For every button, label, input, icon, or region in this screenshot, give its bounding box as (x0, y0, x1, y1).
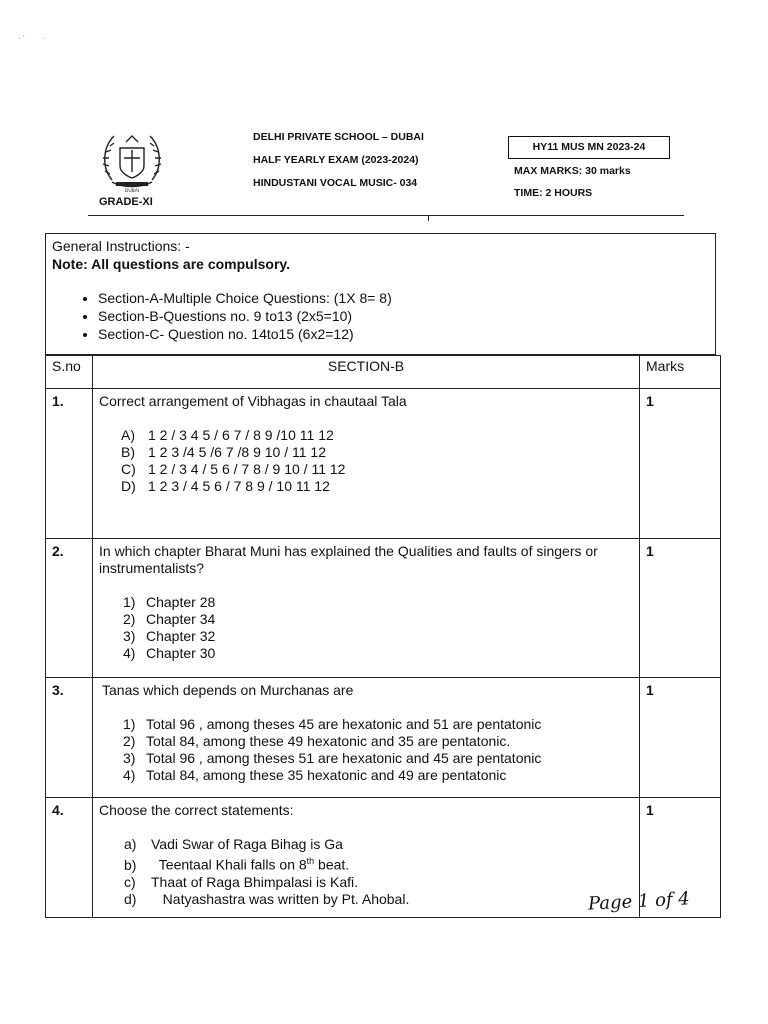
question-text: Choose the correct statements: (99, 802, 294, 818)
exam-header (0, 0, 768, 230)
instructions-title: General Instructions: - (52, 238, 190, 254)
option-list (99, 427, 633, 495)
question-text: In which chapter Bharat Muni has explained the Qualities and faults of singers or instrumentalists? (99, 543, 598, 576)
question-body (93, 539, 640, 678)
question-marks: 1 (640, 798, 721, 918)
question-body (93, 389, 640, 539)
paper-code: HY11 MUS MN 2023-24 (508, 136, 670, 159)
instruction-item: • Section-A-Multiple Choice Questions: (1X 8= 8) (98, 289, 709, 307)
instruction-item: • Section-C- Question no. 14to15 (6x2=12) (98, 325, 709, 343)
option-list (99, 716, 633, 784)
option-item: d) Natyashastra was written by Pt. Ahobal. (124, 890, 410, 907)
scan-specks: · ’ · (18, 34, 46, 43)
logo-caption: DUBAI (124, 189, 140, 194)
option-item: 3) Chapter 32 (123, 628, 216, 644)
school-name: DELHI PRIVATE SCHOOL – DUBAI (253, 131, 424, 143)
question-row (46, 539, 721, 678)
school-crest-icon (98, 128, 166, 194)
school-title-block (253, 129, 424, 198)
divider-tick (428, 215, 429, 221)
option-item: 4) Chapter 30 (123, 645, 216, 661)
instruction-item: • Section-B-Questions no. 9 to13 (2x5=10) (98, 307, 709, 325)
col-section-header: SECTION-B (93, 356, 640, 389)
question-row (46, 678, 721, 798)
question-text: Correct arrangement of Vibhagas in chautaal Tala (99, 393, 407, 409)
col-marks-header: Marks (640, 356, 721, 389)
question-text: Tanas which depends on Murchanas are (102, 682, 354, 698)
option-item: a) Vadi Swar of Raga Bihag is Ga (124, 836, 343, 852)
instructions-note: Note: All questions are compulsory. (52, 256, 291, 272)
option-item: C) 1 2 / 3 4 / 5 6 / 7 8 / 9 10 / 11 12 (121, 461, 346, 477)
question-number: 3. (46, 678, 93, 798)
general-instructions (45, 233, 716, 355)
header-divider (88, 215, 684, 216)
col-sno-header: S.no (46, 356, 93, 389)
option-item: 1) Total 96 , among theses 45 are hexatonic and 51 are pentatonic (123, 716, 542, 732)
option-item: 4) Total 84, among these 35 hexatonic and 49 are pentatonic (123, 767, 507, 783)
instructions-list (52, 289, 709, 343)
option-item: 1) Chapter 28 (123, 594, 216, 610)
table-header-row (46, 356, 721, 389)
option-item: A) 1 2 / 3 4 5 / 6 7 / 8 9 /10 11 12 (121, 427, 334, 443)
option-item: D) 1 2 3 / 4 5 6 / 7 8 9 / 10 11 12 (121, 478, 330, 494)
question-marks: 1 (640, 389, 721, 539)
question-marks: 1 (640, 678, 721, 798)
subject-name: HINDUSTANI VOCAL MUSIC- 034 (253, 177, 418, 189)
exam-name: HALF YEARLY EXAM (2023-2024) (253, 154, 419, 166)
option-list (99, 594, 633, 662)
option-list (99, 836, 633, 908)
question-row (46, 389, 721, 539)
option-item: c) Thaat of Raga Bhimpalasi is Kafi. (124, 873, 358, 890)
max-marks: MAX MARKS: 30 marks (514, 165, 631, 177)
question-body (93, 678, 640, 798)
page-number: Page 1 of 4 (587, 888, 691, 915)
exam-time: TIME: 2 HOURS (514, 187, 593, 199)
option-item: 2) Total 84, among these 49 hexatonic and 35 are pentatonic. (123, 733, 511, 749)
grade-label: GRADE-XI (99, 196, 153, 208)
question-number: 2. (46, 539, 93, 678)
question-body (93, 798, 640, 918)
question-marks: 1 (640, 539, 721, 678)
option-item: 3) Total 96 , among theses 51 are hexatonic and 45 are pentatonic (123, 750, 542, 766)
question-number: 4. (46, 798, 93, 918)
option-item: B) 1 2 3 /4 5 /6 7 /8 9 10 / 11 12 (121, 444, 326, 460)
option-item: 2) Chapter 34 (123, 611, 216, 627)
option-item: b) Teentaal Khali falls on 8th beat. (124, 856, 350, 873)
question-number: 1. (46, 389, 93, 539)
questions-table (45, 355, 721, 918)
